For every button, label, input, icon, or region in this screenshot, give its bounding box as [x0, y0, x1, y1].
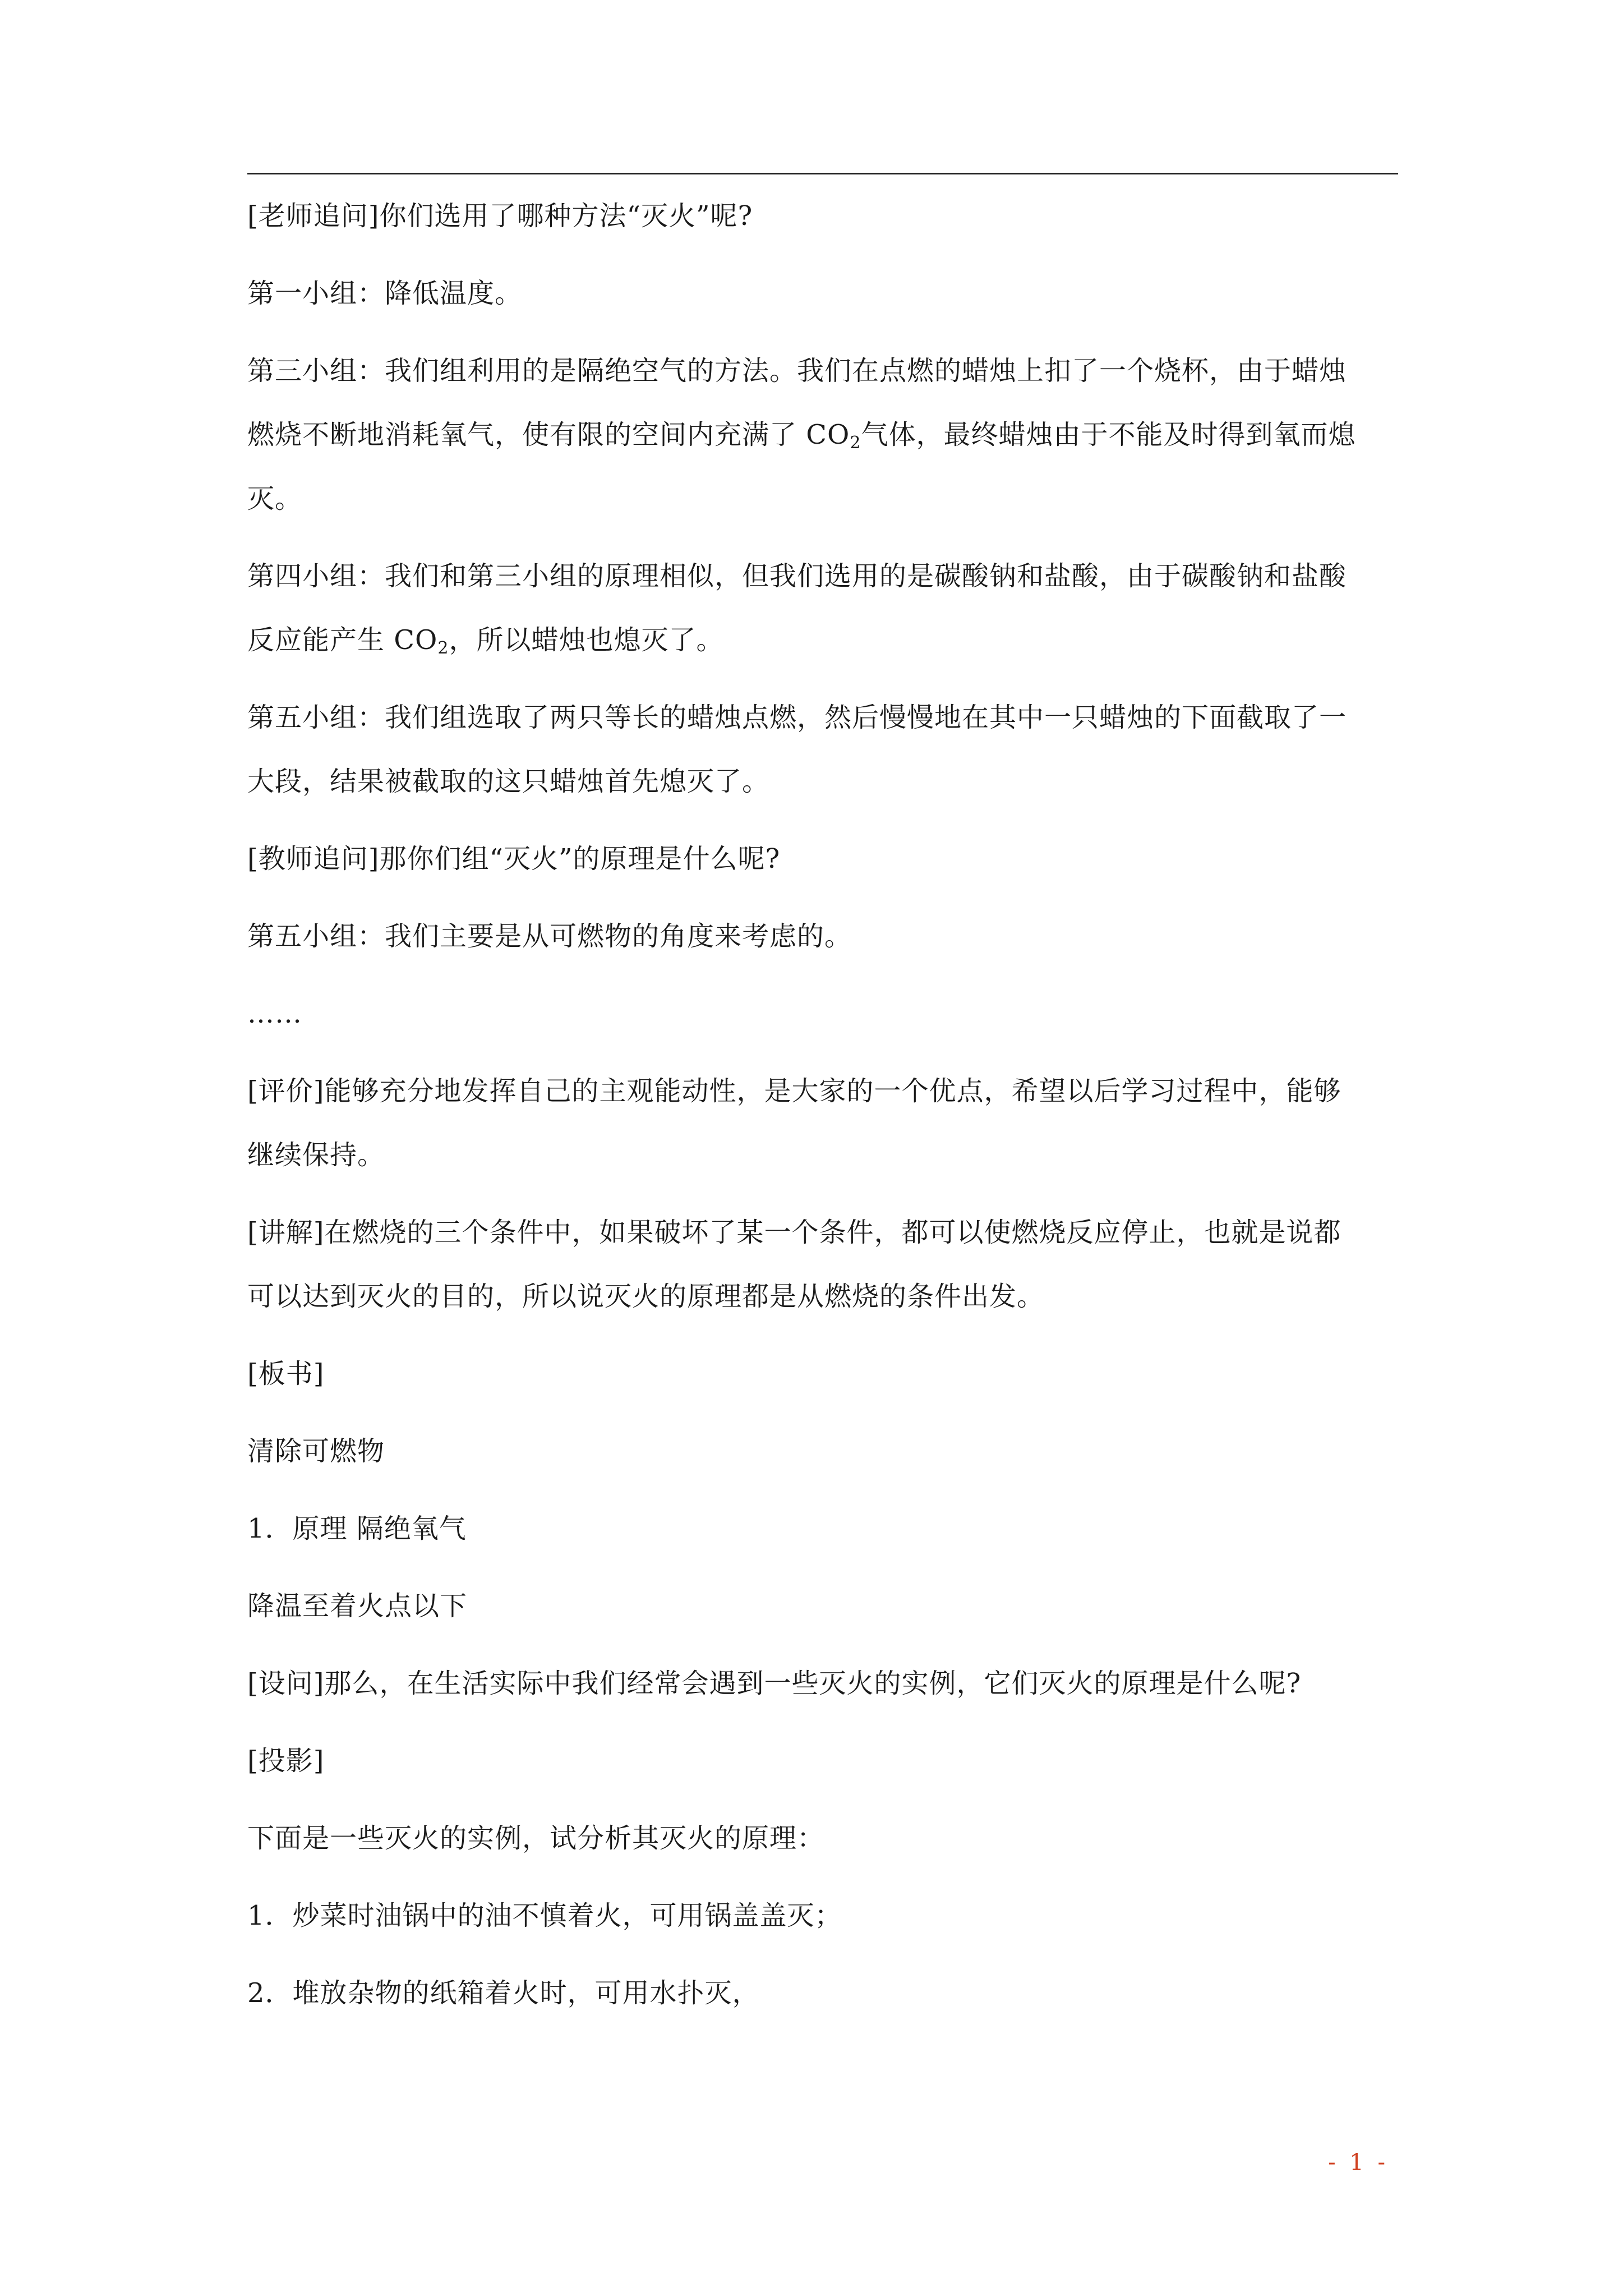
paragraph	[247, 997, 1403, 1030]
paragraph	[247, 199, 1403, 233]
paragraph	[247, 1216, 1403, 1313]
text-line: 第一小组：降低温度。	[247, 278, 523, 309]
text-line: 1．炒菜时油锅中的油不慎着火，可用锅盖盖灭；	[247, 1900, 842, 1931]
paragraph	[247, 1744, 1403, 1778]
text-line: 清除可燃物	[247, 1435, 385, 1467]
paragraph	[247, 1357, 1403, 1391]
paragraph	[247, 1667, 1403, 1700]
paragraph	[247, 354, 1403, 516]
text-segment: ，所以蜡烛也熄灭了。	[449, 624, 724, 656]
paragraph	[247, 277, 1403, 310]
paragraph	[247, 1899, 1403, 1932]
paragraph	[247, 1074, 1403, 1172]
paragraph	[247, 842, 1403, 876]
text-line: 第三小组：我们组利用的是隔绝空气的方法。我们在点燃的蜡烛上扣了一个烧杯，由于蜡烛	[247, 355, 1347, 386]
paragraph	[247, 1821, 1403, 1855]
text-line	[247, 623, 1403, 657]
text-segment: 气体，最终蜡烛由于不能及时得到氧而熄	[861, 419, 1356, 450]
paragraph	[247, 1976, 1403, 2010]
text-line: 第五小组：我们组选取了两只等长的蜡烛点燃，然后慢慢地在其中一只蜡烛的下面截取了一	[247, 702, 1347, 733]
paragraph	[247, 1512, 1403, 1545]
text-line: 降温至着火点以下	[247, 1590, 468, 1622]
paragraph	[247, 701, 1403, 798]
paragraph	[247, 1434, 1403, 1468]
text-line: 大段，结果被截取的这只蜡烛首先熄灭了。	[247, 766, 770, 797]
text-line: 第四小组：我们和第三小组的原理相似，但我们选用的是碳酸钠和盐酸，由于碳酸钠和盐酸	[247, 560, 1347, 592]
text-line: 可以达到灭火的目的，所以说灭火的原理都是从燃烧的条件出发。	[247, 1281, 1045, 1312]
text-line: 灭。	[247, 483, 303, 514]
text-segment: 反应能产生 CO	[247, 624, 438, 656]
text-segment: 燃烧不断地消耗氧气，使有限的空间内充满了 CO	[247, 419, 850, 450]
paragraph	[247, 919, 1403, 953]
text-line: [教师追问]那你们组“灭火”的原理是什么呢?	[247, 843, 781, 875]
text-line: [评价]能够充分地发挥自己的主观能动性，是大家的一个优点，希望以后学习过程中，能够	[247, 1075, 1341, 1107]
text-line: 继续保持。	[247, 1139, 385, 1171]
ellipsis: ……	[247, 998, 302, 1029]
subscript: 2	[437, 638, 449, 658]
text-line: 1．原理 隔绝氧气	[247, 1513, 467, 1544]
header-rule	[247, 173, 1398, 174]
text-line: [投影]	[247, 1745, 325, 1777]
paragraph	[247, 559, 1403, 657]
text-line: 第五小组：我们主要是从可燃物的角度来考虑的。	[247, 921, 852, 952]
page-number: - 1 -	[1328, 2150, 1389, 2175]
document-body	[247, 199, 1403, 2054]
text-line: [板书]	[247, 1358, 325, 1389]
text-line: [老师追问]你们选用了哪种方法“灭火”呢?	[247, 200, 753, 232]
text-line: [讲解]在燃烧的三个条件中，如果破坏了某一个条件，都可以使燃烧反应停止，也就是说都	[247, 1217, 1341, 1248]
text-line: [设问]那么，在生活实际中我们经常会遇到一些灭火的实例，它们灭火的原理是什么呢?	[247, 1668, 1302, 1699]
subscript: 2	[850, 433, 861, 453]
text-line: 2．堆放杂物的纸箱着火时，可用水扑灭，	[247, 1977, 760, 2009]
paragraph	[247, 1589, 1403, 1623]
text-line: 下面是一些灭火的实例，试分析其灭火的原理：	[247, 1823, 825, 1854]
text-line	[247, 418, 1403, 452]
